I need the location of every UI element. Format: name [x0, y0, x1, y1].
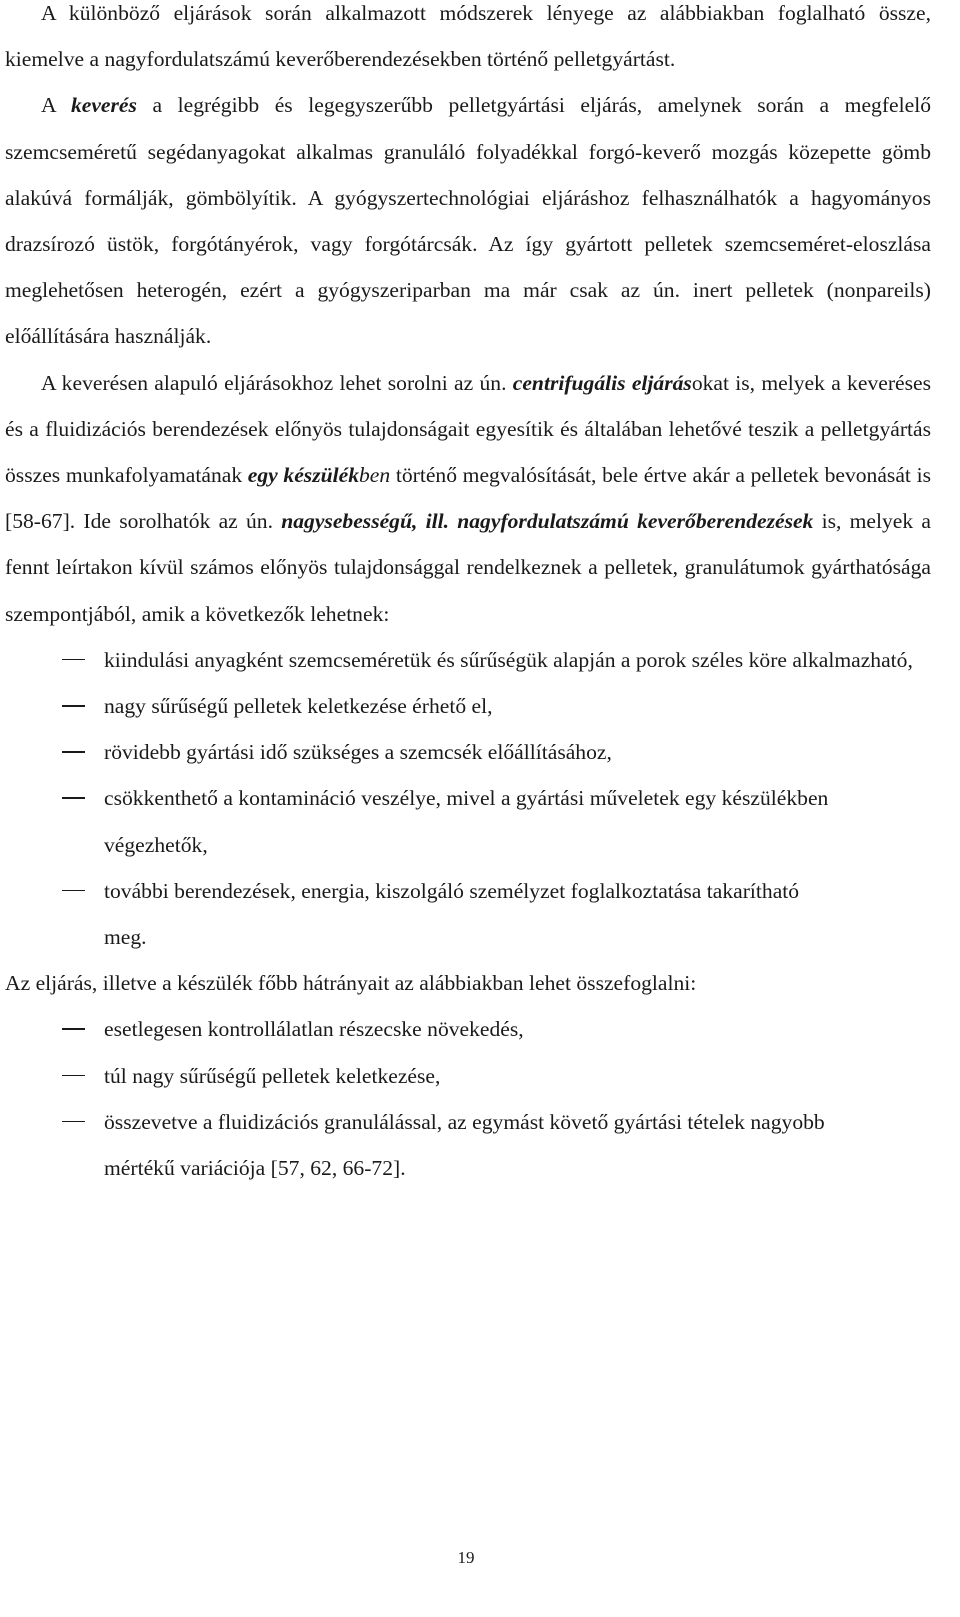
one-device-term: egy készülék [247, 463, 359, 488]
list-item-text: csökkenthető a kontamináció veszélye, mivel a gyártási műveletek egy készülékben végezhetők, [104, 786, 829, 857]
list-item-text: kiindulási anyagként szemcseméretük és sűrűségük alapján a porok széles köre alkalmazható, [104, 647, 913, 672]
dash-bullet [62, 1028, 85, 1030]
paragraph-mixing [5, 82, 931, 359]
list-item [5, 683, 931, 729]
dash-bullet [62, 1075, 85, 1077]
list-item [5, 637, 931, 683]
mixing-text-a: A [41, 93, 71, 118]
high-speed-mixer-term: nagysebességű, ill. nagyfordulatszámú keverőberendezések [281, 509, 814, 534]
advantages-list [5, 637, 931, 960]
list-item [5, 1006, 931, 1052]
list-item-text: nagy sűrűségű pelletek keletkezése érhető el, [104, 694, 493, 719]
centrifugal-text-f: történő megvalósítását, bele értve akár a pelletek bevonását is [58-67]. Ide sorolhatók az ún. [5, 463, 931, 534]
dash-bullet [62, 751, 85, 753]
list-item-text: túl nagy sűrűségű pelletek keletkezése, [104, 1063, 441, 1088]
paragraph-disadvantages-intro: Az eljárás, illetve a készülék főbb hátrányait az alábbiakban lehet összefoglalni: [5, 971, 697, 996]
dash-bullet [62, 890, 85, 892]
centrifugal-term: centrifugális eljárás [512, 370, 692, 395]
list-item [5, 868, 931, 960]
paragraph-intro: A különböző eljárások során alkalmazott módszerek lényege az alábbiakban foglalható össze, kiemelve a nagyfordulatszámú keverőberendezésekben történő pelletgyártást. [5, 1, 931, 72]
list-item-text: összevetve a fluidizációs granulálással, az egymást követő gyártási tételek nagyobb mértékű variációja [57, 62, 66-72]. [104, 1109, 825, 1181]
list-item-text: esetlegesen kontrollálatlan részecske növekedés, [104, 1017, 524, 1042]
centrifugal-text-h: is, melyek a fennt leírtakon kívül számos előnyös tulajdonsággal rendelkeznek a pelletek, granulátumok gyárthatósága szempontjából, amik a következők lehetnek: [5, 509, 932, 626]
centrifugal-text-a: A keverésen alapuló eljárásokhoz lehet sorolni az ún. [41, 370, 513, 395]
one-device-suffix: ben [359, 463, 391, 488]
dash-bullet [62, 659, 85, 661]
mixing-text-c: a legrégibb és legegyszerűbb pelletgyártási eljárás, amelynek során a megfelelő szemcseméretű segédanyagokat alkalmas granuláló folyadékkal forgó-keverő mozgás közepette gömb alakúvá formálják, gömbölyítik. A gyógyszertechnológiai eljáráshoz felhasználhatók a hagyományos drazsírozó üstök, forgótányérok, vagy forgótárcsák. Az így gyártott pelletek szemcseméret-eloszlása meglehetősen heterogén, ezért a gyógyszeriparban ma már csak az ún. inert pelletek (nonpareils) előállítására használják. [5, 93, 931, 349]
centrifugal-text-c: okat is, melyek a keveréses és a fluidizációs berendezések előnyös tulajdonságait egyesítik és általában lehetővé teszik a pelletgyártás összes munkafolyamatának [5, 370, 931, 488]
list-item [5, 1099, 931, 1191]
paragraph-centrifugal [5, 360, 931, 637]
list-item [5, 729, 931, 775]
list-item [5, 1053, 931, 1099]
dash-bullet [62, 797, 85, 799]
document-page [5, 0, 931, 1191]
page-number: 19 [457, 1548, 475, 1567]
dash-bullet [62, 1121, 85, 1123]
list-item [5, 775, 931, 867]
list-item-text: további berendezések, energia, kiszolgáló személyzet foglalkoztatása takarítható meg. [104, 878, 800, 950]
mixing-term: keverés [70, 93, 137, 118]
dash-bullet [62, 705, 85, 707]
disadvantages-list [5, 1006, 931, 1191]
list-item-text: rövidebb gyártási idő szükséges a szemcsék előállításához, [104, 740, 612, 765]
